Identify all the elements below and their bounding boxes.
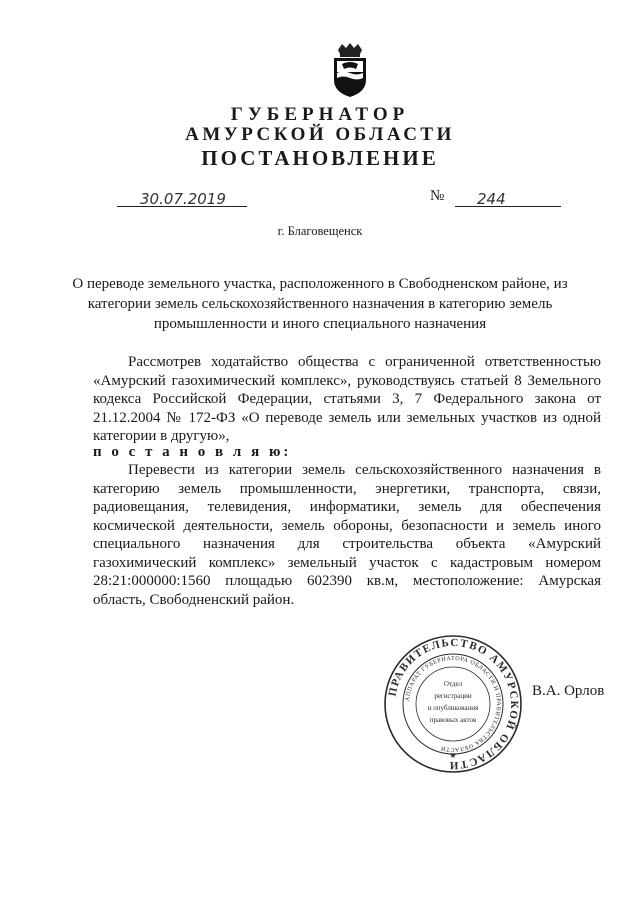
region-title: АМУРСКОЙ ОБЛАСТИ: [185, 124, 455, 145]
document-title: О переводе земельного участка, расположенного в Свободненском районе, из категории земель сельскохозяйственного назначения в категорию земель промышленности и иного специального назначения: [72, 276, 568, 332]
svg-text:★: ★: [449, 751, 457, 760]
city-name: г. Благовещенск: [277, 224, 363, 238]
stamp-center-line-4: правовых актов: [429, 716, 477, 724]
stamp-center-line-3: и опубликования: [427, 704, 479, 712]
signatory-name: В.А. Орлов: [532, 683, 605, 699]
preamble-paragraph: Рассмотрев ходатайство общества с ограниченной ответственностью «Амурский газохимический комплекс», руководствуясь статьей 8 Земельного кодекса Российской Федерации, статьями 3, 7 Федерального закона от 21.12.2004 № 172-ФЗ «О переводе земель или земельных участков из одной категории в другую»,: [93, 354, 601, 444]
stamp-center-line-1: Отдел: [443, 680, 463, 688]
decree-word: п о с т а н о в л я ю:: [93, 444, 292, 460]
official-stamp: [383, 634, 523, 774]
document-date: 30.07.2019: [140, 190, 226, 208]
document-type: ПОСТАНОВЛЕНИЕ: [201, 146, 439, 170]
number-underline: [455, 206, 561, 207]
authority-title: ГУБЕРНАТОР: [230, 104, 410, 125]
coat-of-arms-icon: [330, 42, 370, 98]
decision-paragraph: Перевести из категории земель сельскохозяйственного назначения в категорию земель промышленности, энергетики, транспорта, связи, радиовещания, телевидения, информатики, земель для обеспечения космической деятельности, земель обороны, безопасности и земель иного специального назначения для строительства объекта «Амурский газохимический комплекс» земельный участок с кадастровым номером 28:21:000000:1560 площадью 602390 кв.м, местоположение: Амурская область, Свободненский район.: [93, 462, 601, 608]
document-number: 244: [477, 190, 506, 208]
stamp-inner-text: АППАРАТ ГУБЕРНАТОРА ОБЛАСТИ И ПРАВИТЕЛЬСТВА ОБЛАСТИ: [405, 655, 502, 753]
stamp-outer-text: ПРАВИТЕЛЬСТВО АМУРСКОЙ ОБЛАСТИ: [386, 636, 521, 772]
number-sign: №: [430, 188, 445, 204]
stamp-center-line-2: регистрации: [434, 692, 472, 700]
